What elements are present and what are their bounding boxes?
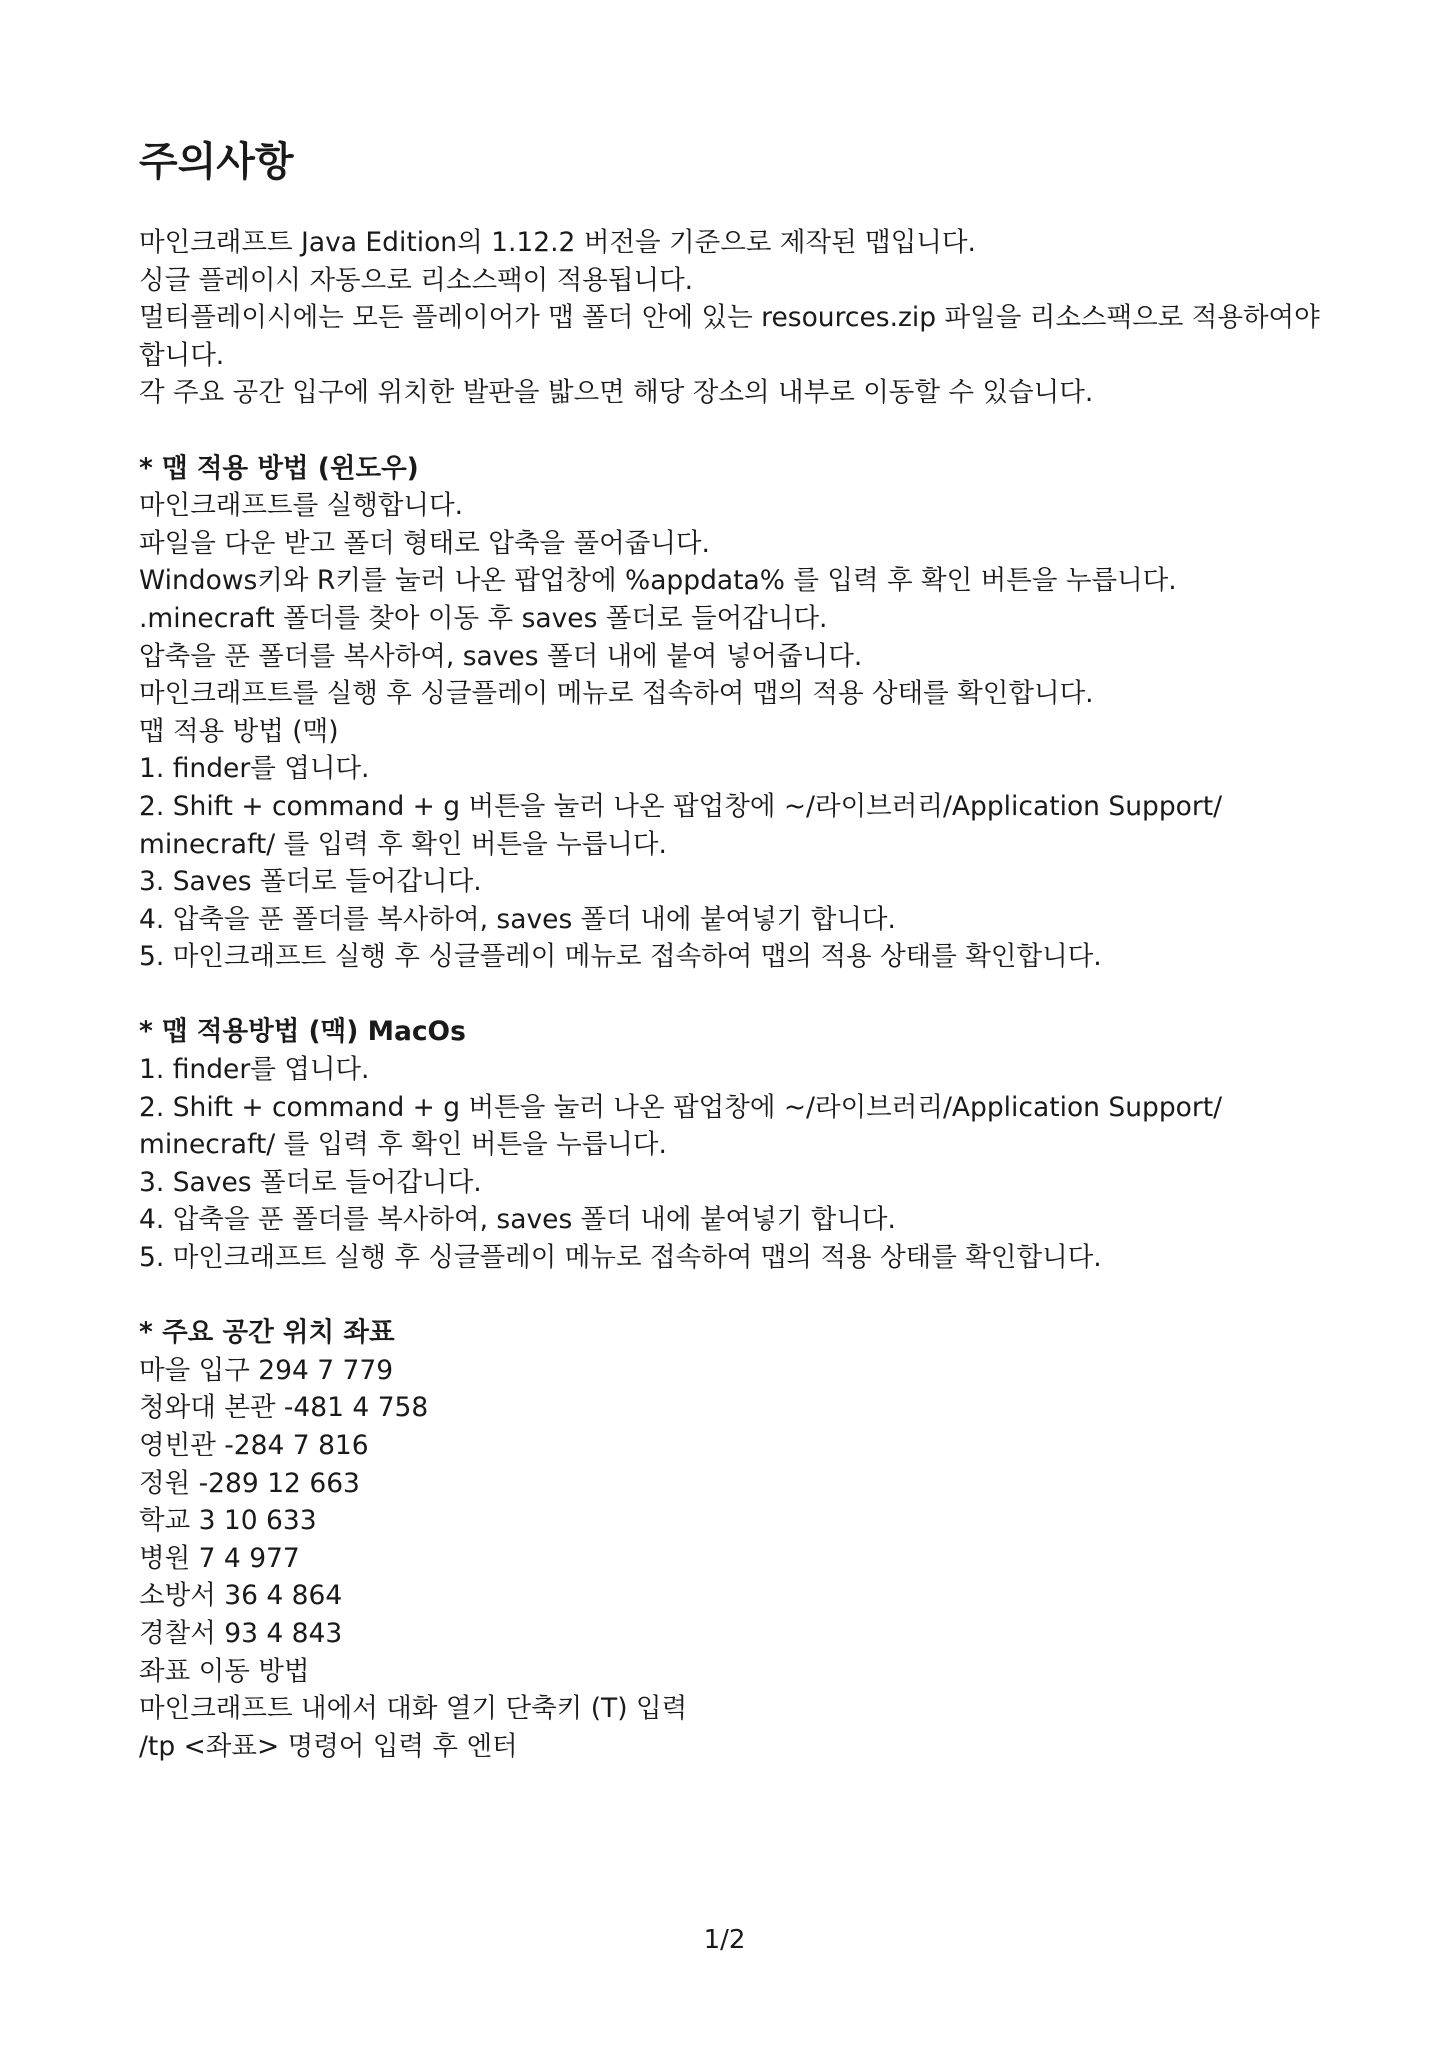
coord-line: /tp <좌표> 명령어 입력 후 엔터: [139, 1730, 518, 1762]
coord-line: 마인크래프트 내에서 대화 열기 단축키 (T) 입력: [139, 1693, 688, 1725]
coord-line: 정원 -289 12 663: [139, 1467, 360, 1499]
intro-line: 멀티플레이시에는 모든 플레이어가 맵 폴더 안에 있는 resources.zip 파일을 리소스팩으로 적용하여야: [139, 302, 1320, 334]
windows-step: 5. 마인크래프트 실행 후 싱글플레이 메뉴로 접속하여 맵의 적용 상태를 확인합니다.: [139, 941, 1102, 973]
windows-step: 맵 적용 방법 (맥): [139, 715, 339, 747]
mac-step: 5. 마인크래프트 실행 후 싱글플레이 메뉴로 접속하여 맵의 적용 상태를 확인합니다.: [139, 1242, 1102, 1274]
document-body: [139, 224, 1319, 1765]
mac-step: 2. Shift + command + g 버튼을 눌러 나온 팝업창에 ~/라이브러리/Application Support/: [139, 1091, 1223, 1123]
coord-line: 좌표 이동 방법: [139, 1655, 310, 1687]
windows-step: 3. Saves 폴더로 들어갑니다.: [139, 866, 482, 898]
paragraph-spacer: [139, 1277, 1319, 1315]
windows-step: 압축을 푼 폴더를 복사하여, saves 폴더 내에 붙여 넣어줍니다.: [139, 640, 863, 672]
mac-section-heading: * 맵 적용방법 (맥) MacOs: [139, 1016, 466, 1048]
coords-section-heading: * 주요 공간 위치 좌표: [139, 1317, 395, 1349]
windows-section-heading: * 맵 적용 방법 (윈도우): [139, 452, 419, 484]
windows-step: .minecraft 폴더를 찾아 이동 후 saves 폴더로 들어갑니다.: [139, 602, 828, 634]
windows-step: minecraft/ 를 입력 후 확인 버튼을 누릅니다.: [139, 828, 667, 860]
windows-step: Windows키와 R키를 눌러 나온 팝업창에 %appdata% 를 입력 후 확인 버튼을 누릅니다.: [139, 565, 1177, 597]
coord-line: 병원 7 4 977: [139, 1542, 300, 1574]
windows-step: 파일을 다운 받고 폴더 형태로 압축을 풀어줍니다.: [139, 527, 710, 559]
page-number: 1/2: [703, 1925, 746, 1955]
windows-step: 마인크래프트를 실행합니다.: [139, 490, 464, 522]
coord-line: 청와대 본관 -481 4 758: [139, 1392, 429, 1424]
coord-line: 마을 입구 294 7 779: [139, 1354, 394, 1386]
coord-line: 소방서 36 4 864: [139, 1580, 343, 1612]
mac-step: 1. finder를 엽니다.: [139, 1054, 370, 1086]
windows-step: 1. finder를 엽니다.: [139, 753, 370, 785]
paragraph-spacer: [139, 976, 1319, 1014]
paragraph-spacer: [139, 412, 1319, 450]
mac-step: minecraft/ 를 입력 후 확인 버튼을 누릅니다.: [139, 1129, 667, 1161]
windows-step: 4. 압축을 푼 폴더를 복사하여, saves 폴더 내에 붙여넣기 합니다.: [139, 903, 896, 935]
page-title: 주의사항: [139, 139, 294, 185]
intro-line: 합니다.: [139, 339, 225, 371]
intro-line: 마인크래프트 Java Edition의 1.12.2 버전을 기준으로 제작된 맵입니다.: [139, 227, 976, 258]
windows-step: 2. Shift + command + g 버튼을 눌러 나온 팝업창에 ~/라이브러리/Application Support/: [139, 790, 1223, 822]
coord-line: 학교 3 10 633: [139, 1505, 317, 1537]
mac-step: 3. Saves 폴더로 들어갑니다.: [139, 1166, 482, 1198]
coord-line: 경찰서 93 4 843: [139, 1617, 343, 1649]
windows-step: 마인크래프트를 실행 후 싱글플레이 메뉴로 접속하여 맵의 적용 상태를 확인합니다.: [139, 678, 1094, 710]
intro-line: 싱글 플레이시 자동으로 리소스팩이 적용됩니다.: [139, 264, 694, 296]
intro-line: 각 주요 공간 입구에 위치한 발판을 밟으면 해당 장소의 내부로 이동할 수 있습니다.: [139, 377, 1094, 409]
coord-line: 영빈관 -284 7 816: [139, 1430, 369, 1461]
mac-step: 4. 압축을 푼 폴더를 복사하여, saves 폴더 내에 붙여넣기 합니다.: [139, 1204, 896, 1236]
